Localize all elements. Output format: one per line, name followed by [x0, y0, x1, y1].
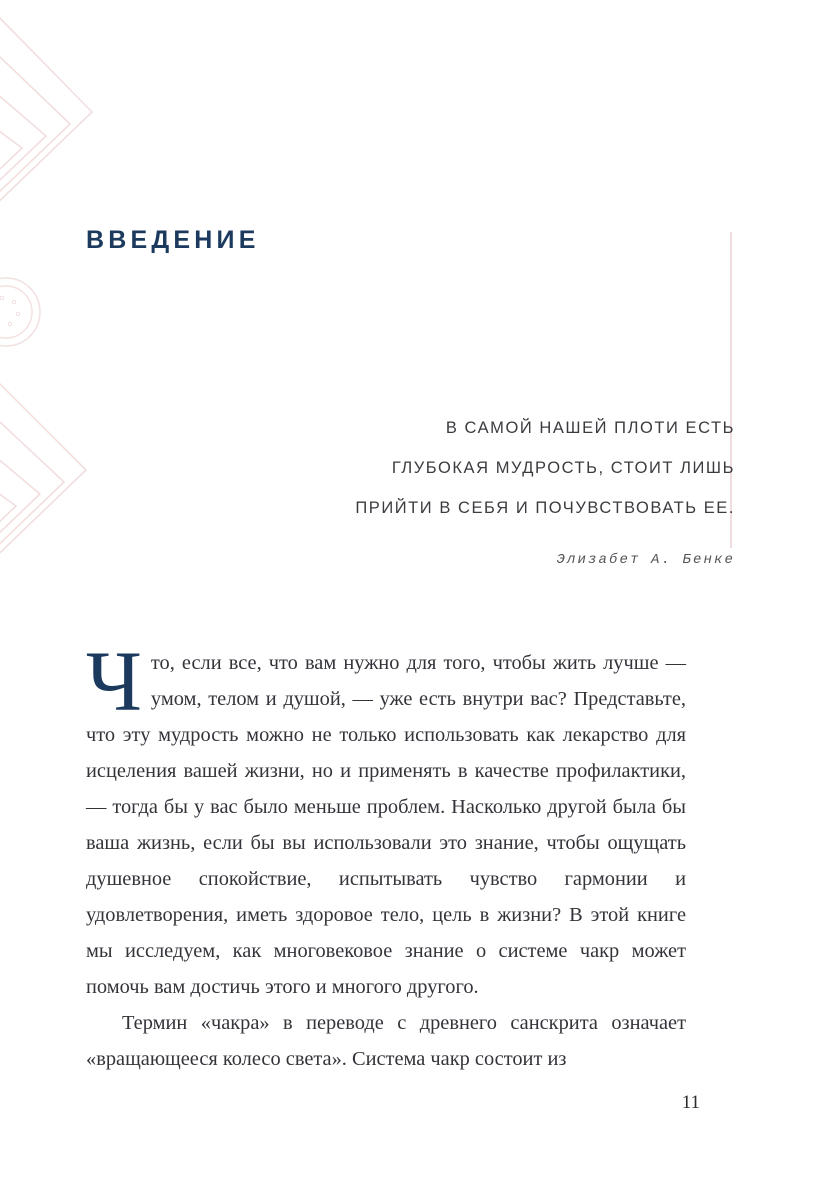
- page-number: 11: [681, 1092, 700, 1113]
- epigraph: [240, 408, 735, 570]
- concentric-diamond-ornament-bottom: [0, 368, 86, 588]
- body-paragraph: Что, если все, что вам нужно для того, чтобы жить лучше — умом, телом и душой, — уже есть внутри вас? Представьте, что эту мудрость можно не только использовать как лекарство для исцеления вашей жизни, но и применять в качестве профилактики, — тогда бы у вас было меньше проблем. Насколько другой была бы ваша жизнь, если бы вы использовали это знание, чтобы ощущать душевное спокойствие, испытывать чувство гармонии и удовлетворения, иметь здоровое тело, цель в жизни? В этой книге мы исследуем, как многовековое знание о системе чакр может помочь вам достичь этого и многого другого.: [86, 633, 686, 998]
- body-copy: [86, 633, 686, 1077]
- circular-floral-ornament-mid: [0, 278, 40, 346]
- epigraph-attribution: Элизабет А. Бенке: [556, 552, 735, 568]
- epigraph-line-3: ПРИЙТИ В СЕБЯ И ПОЧУВСТВОВАТЬ ЕЕ.: [355, 499, 735, 517]
- epigraph-line-1: В САМОЙ НАШЕЙ ПЛОТИ ЕСТЬ: [445, 419, 735, 437]
- body-paragraph: Термин «чакра» в переводе с древнего санскрита означает «вращающееся колесо света». Система чакр состоит из: [86, 1012, 686, 1070]
- concentric-diamond-ornament-top: [0, 8, 92, 230]
- epigraph-line-2: ГЛУБОКАЯ МУДРОСТЬ, СТОИТ ЛИШЬ: [391, 459, 735, 477]
- page-title: ВВЕДЕНИЕ: [86, 226, 260, 254]
